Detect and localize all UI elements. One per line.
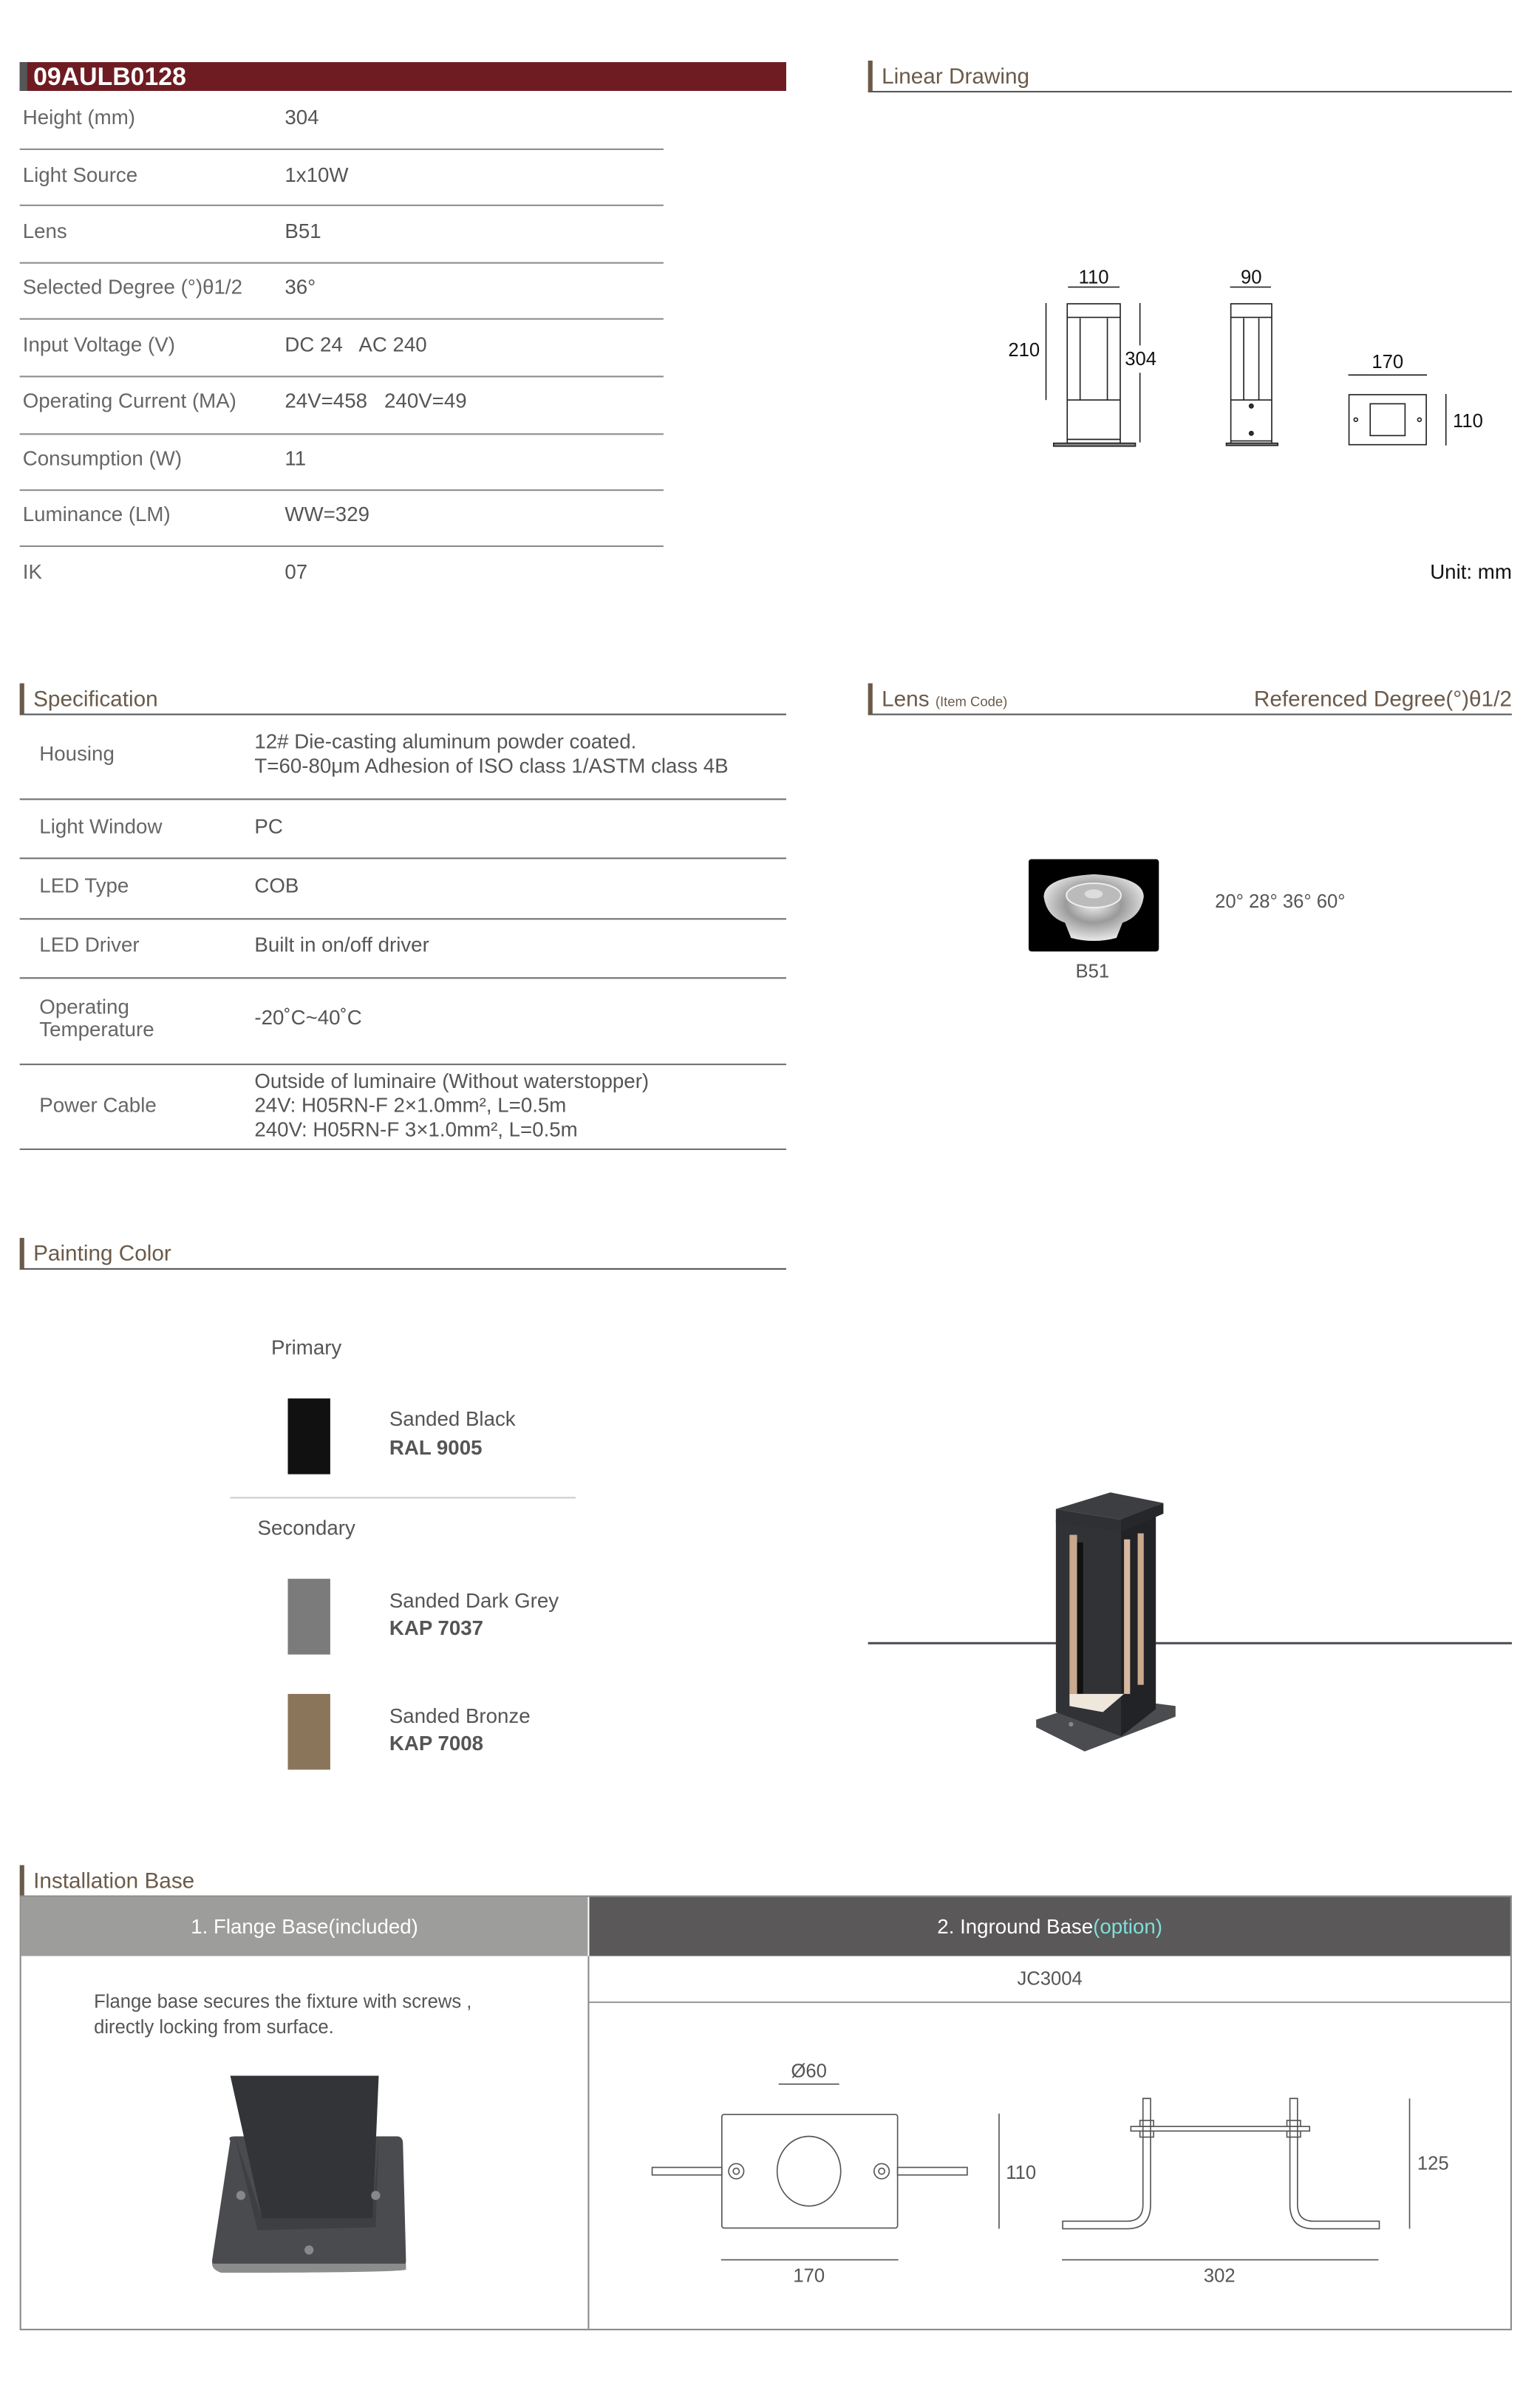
spec-label: IK — [22, 560, 42, 584]
dim-front-window: 210 — [1008, 339, 1040, 361]
lens-header — [868, 684, 1512, 715]
product-photo — [868, 1485, 1513, 1758]
spec-label: Luminance (LM) — [22, 503, 171, 526]
row-divider — [20, 375, 664, 377]
dim-base-width: 110 — [1453, 411, 1483, 432]
color-code: RAL 9005 — [389, 1436, 483, 1460]
installation-base-header — [20, 1865, 1512, 1896]
front-view — [1067, 304, 1120, 443]
spec-row-label: Housing — [39, 742, 115, 766]
inground-base-code: JC3004 — [1017, 1967, 1083, 1990]
top-view — [1349, 395, 1427, 445]
spec-value: 36° — [285, 276, 316, 299]
lens-subtitle: (Item Code) — [935, 693, 1008, 709]
spec-row-value: COB — [254, 874, 299, 897]
dim-front-width: 110 — [1078, 267, 1109, 288]
specification-title: Specification — [33, 687, 158, 712]
color-name: Sanded Black — [389, 1407, 516, 1431]
color-swatch-dark-grey[interactable] — [288, 1579, 330, 1655]
spec-value: DC 24 AC 240 — [285, 333, 427, 356]
flange-base-photo — [209, 2069, 409, 2276]
row-divider — [20, 489, 664, 491]
row-divider — [20, 1064, 786, 1065]
inground-base-label: 2. Inground Base — [937, 1915, 1094, 1938]
spec-row-label: Power Cable — [39, 1094, 157, 1117]
row-divider — [20, 149, 664, 150]
spec-value: WW=329 — [285, 503, 370, 526]
spec-row-value: T=60-80μm Adhesion of ISO class 1/ASTM class 4B — [254, 754, 729, 778]
spec-label: Consumption (W) — [22, 446, 183, 470]
dim-hole-diameter: Ø60 — [791, 2061, 827, 2082]
lens-degrees: 20° 28° 36° 60° — [1215, 891, 1346, 913]
spec-label: Input Voltage (V) — [22, 333, 175, 356]
primary-label: Primary — [270, 1336, 342, 1359]
product-title-bar — [20, 62, 786, 91]
linear-drawing-header — [868, 61, 1512, 92]
spec-label: Operating Current (MA) — [22, 389, 236, 412]
spec-value: 1x10W — [285, 163, 349, 187]
color-code: KAP 7008 — [389, 1732, 484, 1755]
linear-drawing-title: Linear Drawing — [882, 64, 1030, 89]
flange-base-title: 1. Flange Base(included) — [191, 1915, 418, 1938]
row-divider — [20, 918, 786, 919]
row-divider — [20, 857, 786, 859]
linear-drawing — [970, 258, 1515, 470]
color-swatch-bronze[interactable] — [288, 1694, 330, 1770]
painting-color-header — [20, 1238, 786, 1270]
spec-row-label: Operating — [39, 995, 129, 1018]
spec-row-value: -20˚C~40˚C — [254, 1006, 362, 1029]
dim-front-height: 304 — [1125, 349, 1157, 370]
row-divider — [20, 205, 664, 206]
spec-row-label: Temperature — [39, 1018, 154, 1041]
flange-description: directly locking from surface. — [94, 2016, 334, 2038]
dim-plate-length: 170 — [793, 2265, 825, 2287]
flange-description: Flange base secures the fixture with screws , — [94, 1990, 472, 2013]
spec-row-label: LED Driver — [39, 933, 140, 956]
spec-row-label: LED Type — [39, 874, 129, 897]
color-divider — [231, 1497, 576, 1498]
dim-height: 125 — [1417, 2153, 1449, 2174]
spec-row-value: Built in on/off driver — [254, 933, 429, 956]
color-swatch-black[interactable] — [288, 1398, 330, 1474]
color-name: Sanded Dark Grey — [389, 1589, 559, 1613]
inground-code-divider — [589, 2001, 1510, 2003]
painting-color-title: Painting Color — [33, 1241, 171, 1266]
inground-base-drawing — [636, 2046, 1454, 2304]
side-view — [1231, 304, 1272, 443]
row-divider — [20, 433, 664, 435]
spec-row-value: 24V: H05RN-F 2×1.0mm², L=0.5m — [254, 1094, 567, 1117]
row-divider — [20, 977, 786, 979]
spec-label: Light Source — [22, 163, 138, 187]
dim-length: 302 — [1203, 2265, 1236, 2287]
spec-value: 07 — [285, 560, 308, 584]
column-divider — [587, 1956, 589, 2329]
spec-label: Lens — [22, 220, 67, 242]
spec-row-value: 12# Die-casting aluminum powder coated. — [254, 730, 637, 753]
installation-base-title: Installation Base — [33, 1868, 195, 1894]
spec-label: Selected Degree (°)θ1/2 — [22, 276, 242, 299]
spec-label: Height (mm) — [22, 106, 135, 129]
lens-item-code: B51 — [1075, 960, 1110, 982]
dim-base-length: 170 — [1372, 352, 1404, 373]
inground-base-title — [589, 1916, 1510, 1937]
specification-header — [20, 684, 786, 715]
spec-value: B51 — [285, 220, 321, 242]
spec-row-label: Light Window — [39, 814, 163, 838]
flange-base-header[interactable] — [21, 1897, 588, 1956]
color-code: KAP 7037 — [389, 1616, 484, 1640]
spec-value: 24V=458 240V=49 — [285, 389, 467, 412]
dim-side-width: 90 — [1241, 267, 1262, 288]
row-divider — [20, 262, 664, 264]
dim-plate-width: 110 — [1006, 2162, 1037, 2183]
product-code: 09AULB0128 — [33, 64, 186, 91]
secondary-label: Secondary — [257, 1517, 355, 1540]
row-divider — [20, 319, 664, 320]
row-divider — [20, 1149, 786, 1150]
lens-title-group — [882, 689, 1007, 711]
referenced-degree-title: Referenced Degree(°)θ1/2 — [1253, 687, 1512, 712]
color-name: Sanded Bronze — [389, 1704, 531, 1727]
lens-image — [1029, 859, 1159, 951]
row-divider — [20, 545, 664, 547]
inground-base-header[interactable] — [589, 1897, 1510, 1956]
spec-value: 304 — [285, 106, 319, 129]
spec-value: 11 — [285, 446, 307, 470]
spec-row-value: 240V: H05RN-F 3×1.0mm², L=0.5m — [254, 1118, 578, 1141]
lens-title: Lens — [882, 687, 930, 712]
spec-row-value: PC — [254, 814, 283, 838]
spec-row-value: Outside of luminaire (Without waterstopper) — [254, 1069, 650, 1093]
unit-label: Unit: mm — [1430, 560, 1512, 584]
option-label: (option) — [1093, 1915, 1162, 1938]
row-divider — [20, 798, 786, 800]
